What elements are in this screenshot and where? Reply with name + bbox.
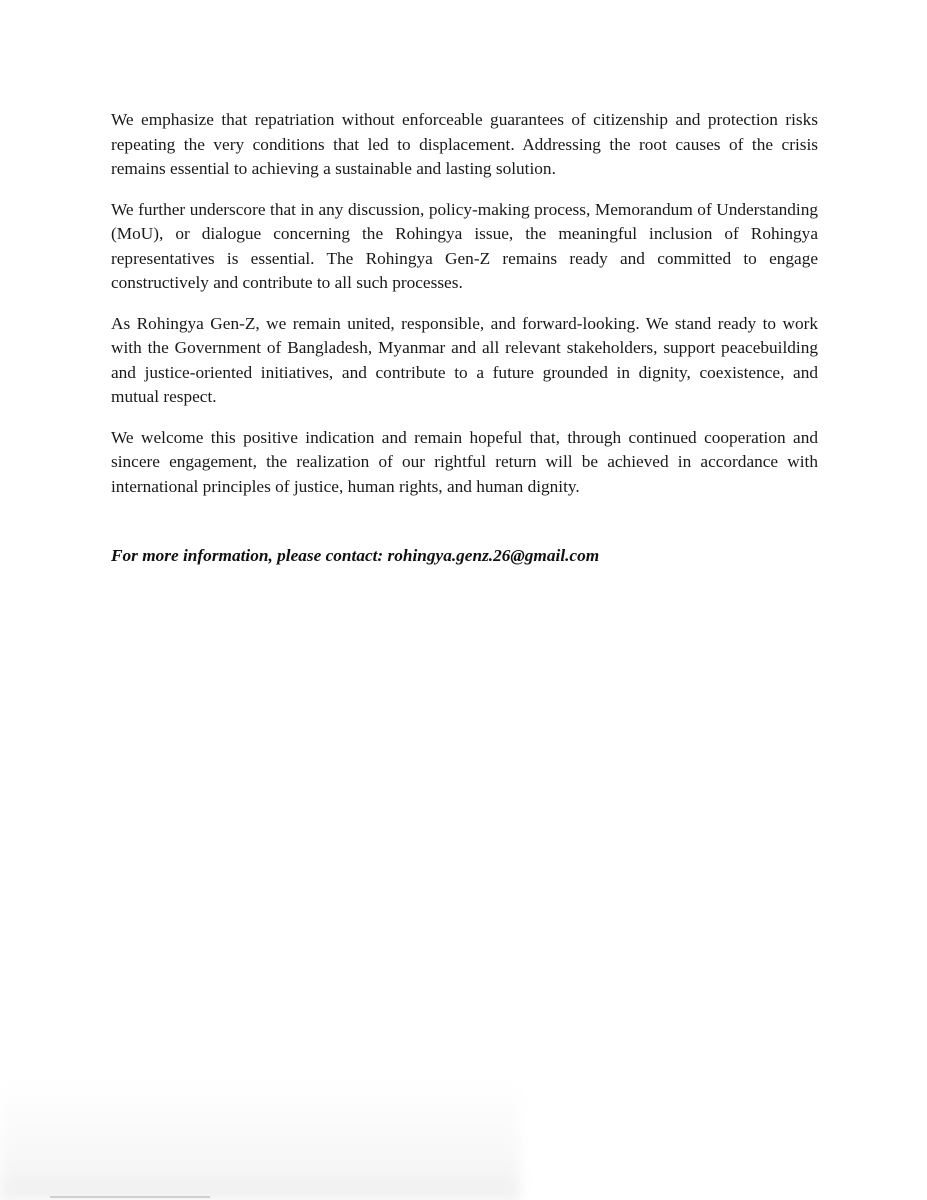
scan-shadow	[0, 1080, 520, 1200]
paragraph-hopeful-return: We welcome this positive indication and remain hopeful that, through continued cooperation and sincere engagement, the realization of our rightful return will be achieved in accordance with international principles of justice, human rights, and human dignity.	[111, 427, 818, 496]
paragraph-inclusion-representatives: We further underscore that in any discussion, policy-making process, Memorandum of Understanding (MoU), or dialogue concerning the Rohingya issue, the meaningful inclusion of Rohingya representatives is essential. The Rohingya Gen-Z remains ready and committed to engage constructively and contribute to all such processes.	[111, 199, 818, 292]
footer-divider	[50, 1196, 210, 1198]
paragraph-united-forward-looking: As Rohingya Gen-Z, we remain united, responsible, and forward-looking. We stand ready to work with the Government of Bangladesh, Myanmar and all relevant stakeholders, support peacebuilding and justice-oriented initiatives, and contribute to a future grounded in dignity, coexistence, and mutual respect.	[111, 313, 818, 406]
statement-body	[111, 108, 818, 515]
paragraph-repatriation-guarantees: We emphasize that repatriation without enforceable guarantees of citizenship and protection risks repeating the very conditions that led to displacement. Addressing the root causes of the crisis remains essential to achieving a sustainable and lasting solution.	[111, 110, 818, 178]
contact-line: For more information, please contact: rohingya.genz.26@gmail.com	[111, 546, 600, 565]
